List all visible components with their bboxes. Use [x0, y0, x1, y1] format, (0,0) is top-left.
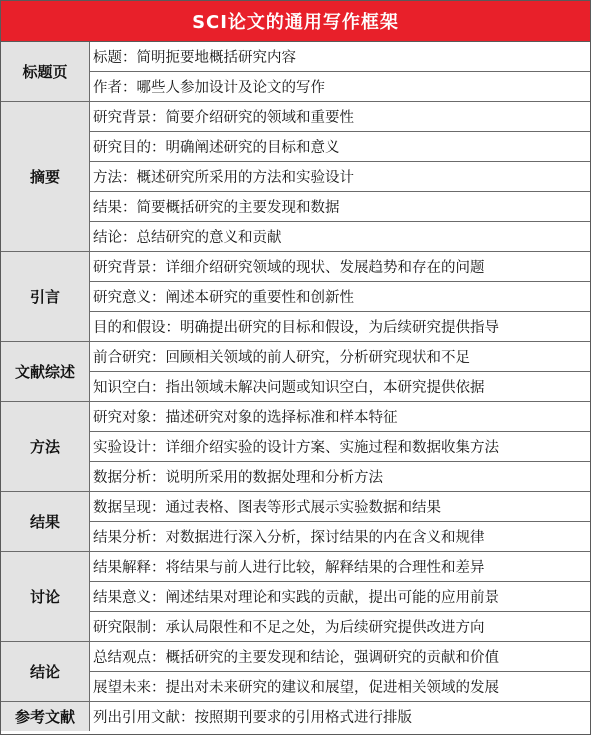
section-label: 参考文献	[1, 702, 90, 732]
table-row	[1, 252, 590, 282]
section-item: 结果分析：对数据进行深入分析，探讨结果的内在含义和规律	[90, 522, 591, 552]
section-label: 方法	[1, 402, 90, 492]
table-row	[1, 552, 590, 582]
document-title: SCI论文的通用写作框架	[1, 1, 590, 42]
table-row	[1, 162, 590, 192]
section-item: 标题：简明扼要地概括研究内容	[90, 42, 591, 72]
table-row	[1, 522, 590, 552]
table-row	[1, 492, 590, 522]
section-item: 结果意义：阐述结果对理论和实践的贡献，提出可能的应用前景	[90, 582, 591, 612]
section-item: 展望未来：提出对未来研究的建议和展望，促进相关领域的发展	[90, 672, 591, 702]
section-item: 结论：总结研究的意义和贡献	[90, 222, 591, 252]
section-item: 方法：概述研究所采用的方法和实验设计	[90, 162, 591, 192]
section-item: 结果解释：将结果与前人进行比较，解释结果的合理性和差异	[90, 552, 591, 582]
section-item: 列出引用文献：按照期刊要求的引用格式进行排版	[90, 702, 591, 732]
table-row	[1, 72, 590, 102]
table-row	[1, 282, 590, 312]
table-row	[1, 372, 590, 402]
table-row	[1, 582, 590, 612]
section-item: 数据分析：说明所采用的数据处理和分析方法	[90, 462, 591, 492]
section-item: 作者：哪些人参加设计及论文的写作	[90, 72, 591, 102]
framework-table	[1, 42, 590, 731]
table-row	[1, 612, 590, 642]
section-item: 总结观点：概括研究的主要发现和结论，强调研究的贡献和价值	[90, 642, 591, 672]
section-label: 讨论	[1, 552, 90, 642]
section-item: 知识空白：指出领域未解决问题或知识空白，本研究提供依据	[90, 372, 591, 402]
section-item: 研究背景：详细介绍研究领域的现状、发展趋势和存在的问题	[90, 252, 591, 282]
table-row	[1, 402, 590, 432]
table-row	[1, 702, 590, 732]
section-label: 结果	[1, 492, 90, 552]
table-row	[1, 42, 590, 72]
table-row	[1, 342, 590, 372]
section-label: 摘要	[1, 102, 90, 252]
section-item: 研究限制：承认局限性和不足之处，为后续研究提供改进方向	[90, 612, 591, 642]
section-item: 结果：简要概括研究的主要发现和数据	[90, 192, 591, 222]
section-label: 标题页	[1, 42, 90, 102]
table-row	[1, 312, 590, 342]
section-label: 文献综述	[1, 342, 90, 402]
table-row	[1, 192, 590, 222]
section-item: 实验设计：详细介绍实验的设计方案、实施过程和数据收集方法	[90, 432, 591, 462]
table-row	[1, 132, 590, 162]
table-row	[1, 222, 590, 252]
section-item: 研究对象：描述研究对象的选择标准和样本特征	[90, 402, 591, 432]
table-row	[1, 102, 590, 132]
section-label: 结论	[1, 642, 90, 702]
section-item: 目的和假设：明确提出研究的目标和假设，为后续研究提供指导	[90, 312, 591, 342]
section-label: 引言	[1, 252, 90, 342]
table-row	[1, 672, 590, 702]
table-row	[1, 432, 590, 462]
section-item: 研究目的：明确阐述研究的目标和意义	[90, 132, 591, 162]
table-row	[1, 642, 590, 672]
section-item: 前合研究：回顾相关领域的前人研究，分析研究现状和不足	[90, 342, 591, 372]
table-row	[1, 462, 590, 492]
section-item: 研究背景：简要介绍研究的领域和重要性	[90, 102, 591, 132]
section-item: 数据呈现：通过表格、图表等形式展示实验数据和结果	[90, 492, 591, 522]
section-item: 研究意义：阐述本研究的重要性和创新性	[90, 282, 591, 312]
